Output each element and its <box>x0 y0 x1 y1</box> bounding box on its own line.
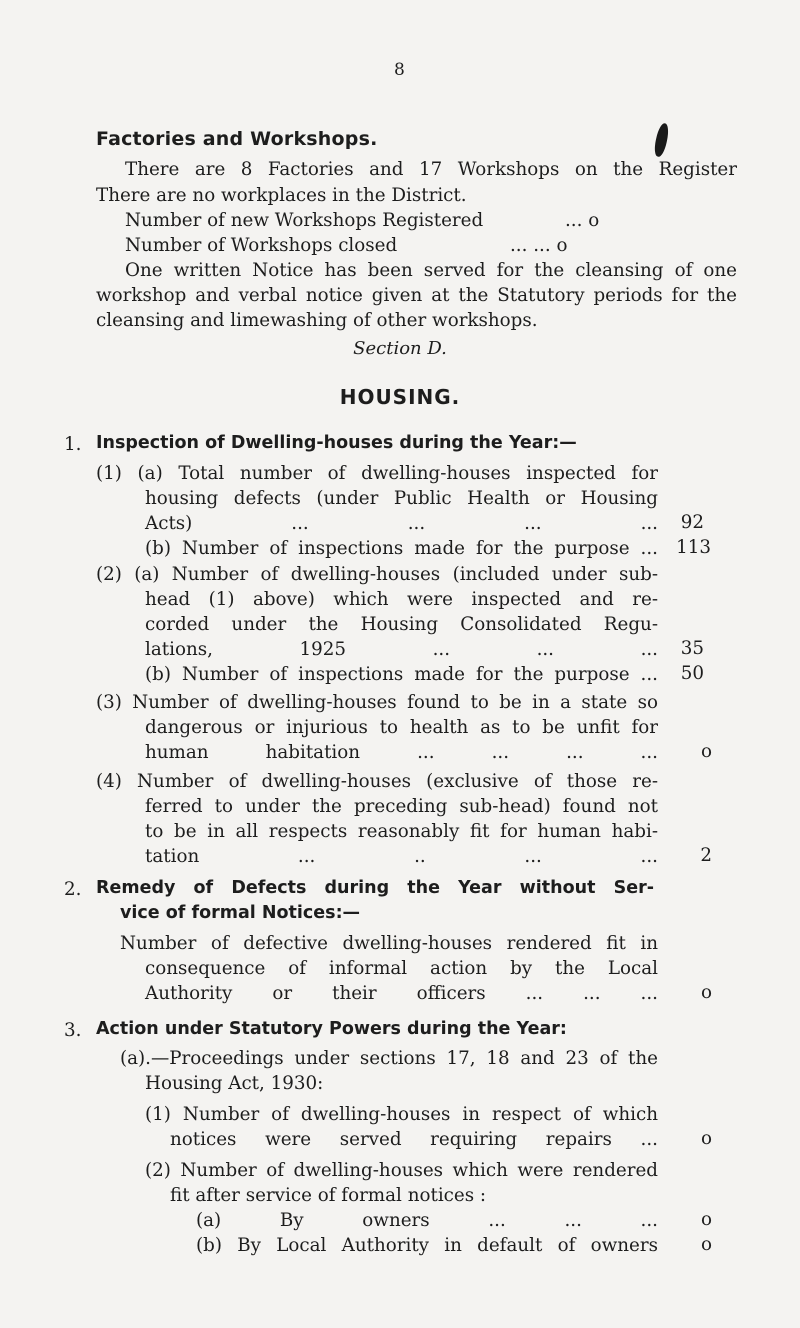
s3-i2b-line: (b) By Local Authority in default of owners <box>196 1235 658 1256</box>
s3-i1-value: o <box>700 1128 712 1149</box>
s1-i4-line-3: to be in all respects reasonably fit for human habi- <box>145 821 658 842</box>
s1-i4-line-4: tation ... .. ... ... <box>145 846 658 867</box>
s1-b2-value: 50 <box>680 663 704 684</box>
notice-line-3: cleansing and limewashing of other workshops. <box>96 310 538 331</box>
s1-i4-line-1: (4) Number of dwelling-houses (exclusive of those re- <box>96 771 658 792</box>
section-label: Section D. <box>353 338 447 359</box>
s3-heading: Action under Statutory Powers during the Year: <box>96 1019 567 1039</box>
closed-workshops-label: Number of Workshops closed <box>125 235 398 256</box>
s1-a2-line-1: (2) (a) Number of dwelling-houses (included under sub- <box>96 564 658 585</box>
s1-a2-line-3: corded under the Housing Consolidated Regu- <box>145 614 658 635</box>
s2-line-1: Number of defective dwelling-houses rendered fit in <box>120 933 658 954</box>
s2-heading-2: vice of formal Notices:— <box>120 903 361 923</box>
new-workshops-label: Number of new Workshops Registered <box>125 210 484 231</box>
s1-b1-line: (b) Number of inspections made for the purpose ... <box>145 538 658 559</box>
s1-b2-line: (b) Number of inspections made for the purpose ... <box>145 664 658 685</box>
s3-a-line-2: Housing Act, 1930: <box>145 1073 324 1094</box>
s1-i4-value: 2 <box>700 845 712 866</box>
s3-i2b-value: o <box>700 1234 712 1255</box>
s1-heading: Inspection of Dwelling-houses during the Year:— <box>96 433 577 453</box>
s1-i3-line-1: (3) Number of dwelling-houses found to be in a state so <box>96 692 658 713</box>
page-number: 8 <box>394 60 405 80</box>
s1-a1-line-2: housing defects (under Public Health or Housing <box>145 488 658 509</box>
s3-i2-line-1: (2) Number of dwelling-houses which were rendered <box>145 1160 658 1181</box>
factories-line-1: There are 8 Factories and 17 Workshops on the Register <box>125 159 737 180</box>
s2-line-3: Authority or their officers ... ... ... <box>145 983 658 1004</box>
s1-a1-value: 92 <box>680 512 704 533</box>
notice-line-1: One written Notice has been served for the cleansing of one <box>125 260 737 281</box>
s3-a-line-1: (a).—Proceedings under sections 17, 18 and 23 of the <box>120 1048 658 1069</box>
s3-i2-line-2: fit after service of formal notices : <box>170 1185 487 1206</box>
s3-number: 3. <box>64 1020 82 1041</box>
s1-i3-value: o <box>700 741 712 762</box>
s3-i2a-line: (a) By owners ... ... ... <box>196 1210 658 1231</box>
housing-heading: HOUSING. <box>339 385 461 409</box>
s1-i3-line-3: human habitation ... ... ... ... <box>145 742 658 763</box>
s1-i4-line-2: ferred to under the preceding sub-head) found not <box>145 796 658 817</box>
s1-b1-value: 113 <box>676 537 711 558</box>
s1-a2-value: 35 <box>680 638 704 659</box>
factories-line-2: There are no workplaces in the District. <box>96 185 467 206</box>
new-workshops-value: ... o <box>565 210 600 231</box>
ink-blot <box>653 122 671 158</box>
s2-number: 2. <box>64 879 82 900</box>
s3-i1-line-2: notices were served requiring repairs ... <box>170 1129 658 1150</box>
factories-heading: Factories and Workshops. <box>96 128 378 150</box>
s2-heading-1: Remedy of Defects during the Year without Ser- <box>96 878 654 898</box>
s2-line-2: consequence of informal action by the Local <box>145 958 658 979</box>
s1-i3-line-2: dangerous or injurious to health as to be unfit for <box>145 717 658 738</box>
s1-a1-line-1: (1) (a) Total number of dwelling-houses inspected for <box>96 463 658 484</box>
s3-i2a-value: o <box>700 1209 712 1230</box>
s1-a2-line-4: lations, 1925 ... ... ... <box>145 639 658 660</box>
closed-workshops-value: ... ... o <box>510 235 568 256</box>
s1-a2-line-2: head (1) above) which were inspected and re- <box>145 589 658 610</box>
s1-number: 1. <box>64 434 82 455</box>
s2-value: o <box>700 982 712 1003</box>
s1-a1-line-3: Acts) ... ... ... ... <box>145 513 658 534</box>
notice-line-2: workshop and verbal notice given at the Statutory periods for the <box>96 285 737 306</box>
s3-i1-line-1: (1) Number of dwelling-houses in respect of which <box>145 1104 658 1125</box>
